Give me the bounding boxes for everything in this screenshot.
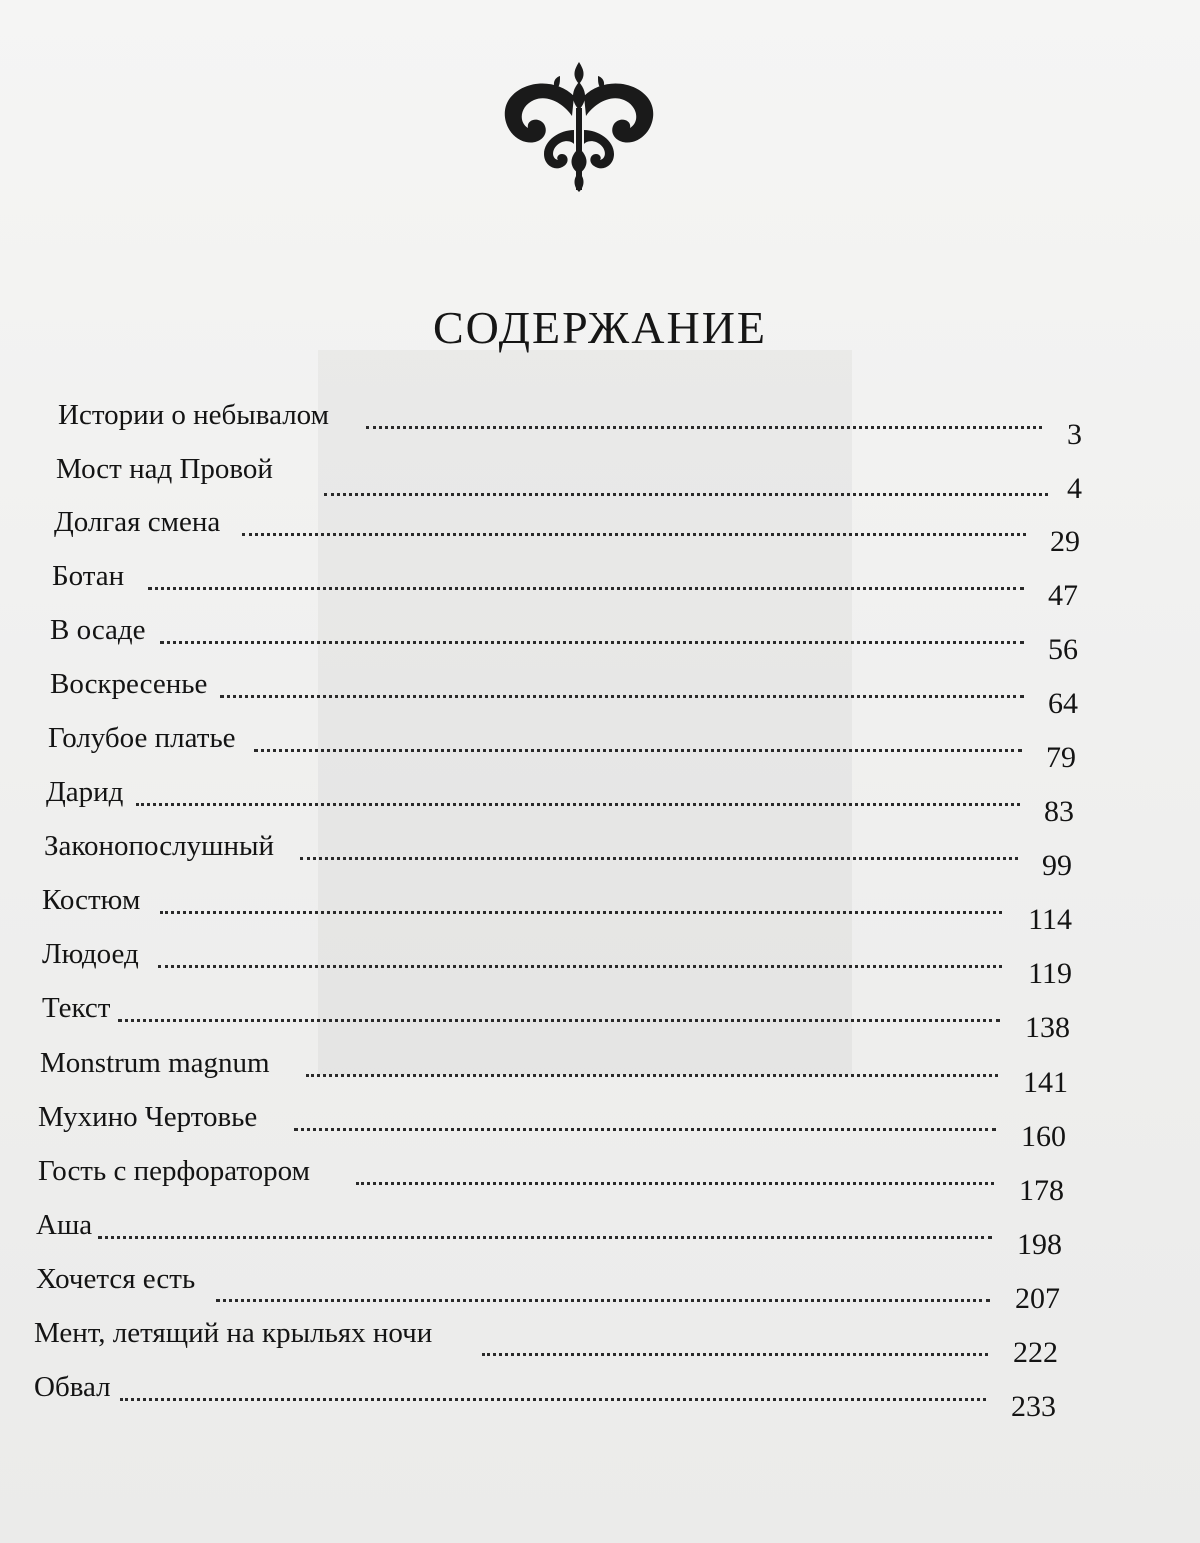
toc-entry-page: 198 xyxy=(1017,1228,1062,1261)
dot-leader xyxy=(158,965,1002,968)
toc-entry-page: 64 xyxy=(1048,687,1078,720)
dot-leader xyxy=(482,1353,988,1356)
toc-entry-page: 3 xyxy=(1067,418,1082,451)
toc-entry-2[interactable] xyxy=(56,449,1082,505)
toc-entry-page: 47 xyxy=(1048,579,1078,612)
toc-entry-page: 119 xyxy=(1028,957,1072,990)
toc-entry-title: Обвал xyxy=(34,1371,111,1403)
toc-entry-6[interactable] xyxy=(50,664,1078,720)
toc-entry-title: Законопослушный xyxy=(44,830,274,862)
toc-entry-page: 79 xyxy=(1046,741,1076,774)
toc-entry-page: 29 xyxy=(1050,525,1080,558)
toc-entry-9[interactable] xyxy=(44,826,1072,882)
toc-entry-title: Долгая смена xyxy=(54,506,221,538)
page-title: СОДЕРЖАНИЕ xyxy=(432,302,768,353)
dot-leader xyxy=(216,1299,990,1302)
dot-leader xyxy=(148,587,1024,590)
toc-entry-title: Хочется есть xyxy=(36,1263,196,1295)
toc-entry-title: Голубое платье xyxy=(48,722,236,754)
toc-entry-7[interactable] xyxy=(48,718,1076,774)
toc-entry-title: Текст xyxy=(42,992,111,1024)
dot-leader xyxy=(366,426,1042,429)
dot-leader xyxy=(120,1398,986,1401)
dot-leader xyxy=(294,1128,996,1131)
toc-entry-page: 207 xyxy=(1015,1282,1060,1315)
dot-leader xyxy=(160,911,1002,914)
dot-leader xyxy=(324,493,1048,496)
toc-entry-13[interactable] xyxy=(40,1043,1068,1099)
toc-entry-page: 99 xyxy=(1042,849,1072,882)
dot-leader xyxy=(254,749,1022,752)
toc-entry-10[interactable] xyxy=(42,880,1072,936)
toc-entry-11[interactable] xyxy=(42,934,1072,990)
toc-entry-page: 4 xyxy=(1067,472,1082,505)
toc-entry-18[interactable] xyxy=(34,1313,1058,1369)
toc-entry-14[interactable] xyxy=(38,1097,1066,1153)
toc-entry-title: Людоед xyxy=(42,938,139,970)
toc-entry-page: 138 xyxy=(1025,1011,1070,1044)
toc-entry-page: 233 xyxy=(1011,1390,1056,1423)
toc-entry-1[interactable] xyxy=(58,395,1082,451)
dot-leader xyxy=(242,533,1026,536)
toc-entry-17[interactable] xyxy=(36,1259,1060,1315)
toc-entry-title: Дарид xyxy=(46,776,124,808)
toc-entry-15[interactable] xyxy=(38,1151,1064,1207)
toc-entry-title: Воскресенье xyxy=(50,668,208,700)
toc-entry-title: Мост над Провой xyxy=(56,453,273,485)
toc-entry-page: 160 xyxy=(1021,1120,1066,1153)
dot-leader xyxy=(160,641,1024,644)
dot-leader xyxy=(220,695,1024,698)
toc-entry-16[interactable] xyxy=(36,1205,1062,1261)
toc-entry-page: 56 xyxy=(1048,633,1078,666)
toc-entry-page: 141 xyxy=(1023,1066,1068,1099)
toc-entry-page: 222 xyxy=(1013,1336,1058,1369)
toc-entry-title: Истории о небывалом xyxy=(58,399,329,431)
dot-leader xyxy=(118,1019,1000,1022)
toc-entry-title: Костюм xyxy=(42,884,141,916)
toc-entry-page: 178 xyxy=(1019,1174,1064,1207)
dot-leader xyxy=(300,857,1018,860)
toc-entry-title: Ботан xyxy=(52,560,125,592)
toc-entry-title: Мент, летящий на крыльях ночи xyxy=(34,1317,433,1349)
toc-entry-4[interactable] xyxy=(52,556,1078,612)
toc-entry-title: Аша xyxy=(36,1209,93,1241)
dot-leader xyxy=(98,1236,992,1239)
toc-entry-title: Monstrum magnum xyxy=(40,1047,270,1079)
toc-entry-page: 83 xyxy=(1044,795,1074,828)
toc-entry-19[interactable] xyxy=(34,1367,1056,1423)
toc-entry-8[interactable] xyxy=(46,772,1074,828)
dot-leader xyxy=(136,803,1020,806)
dot-leader xyxy=(306,1074,998,1077)
toc-entry-title: Мухино Чертовье xyxy=(38,1101,258,1133)
toc-entry-3[interactable] xyxy=(54,502,1080,558)
dot-leader xyxy=(356,1182,994,1185)
toc-entry-title: В осаде xyxy=(50,614,146,646)
toc-entry-page: 114 xyxy=(1028,903,1072,936)
toc-entry-5[interactable] xyxy=(50,610,1078,666)
toc-entry-title: Гость с перфоратором xyxy=(38,1155,310,1187)
toc-entry-12[interactable] xyxy=(42,988,1070,1044)
